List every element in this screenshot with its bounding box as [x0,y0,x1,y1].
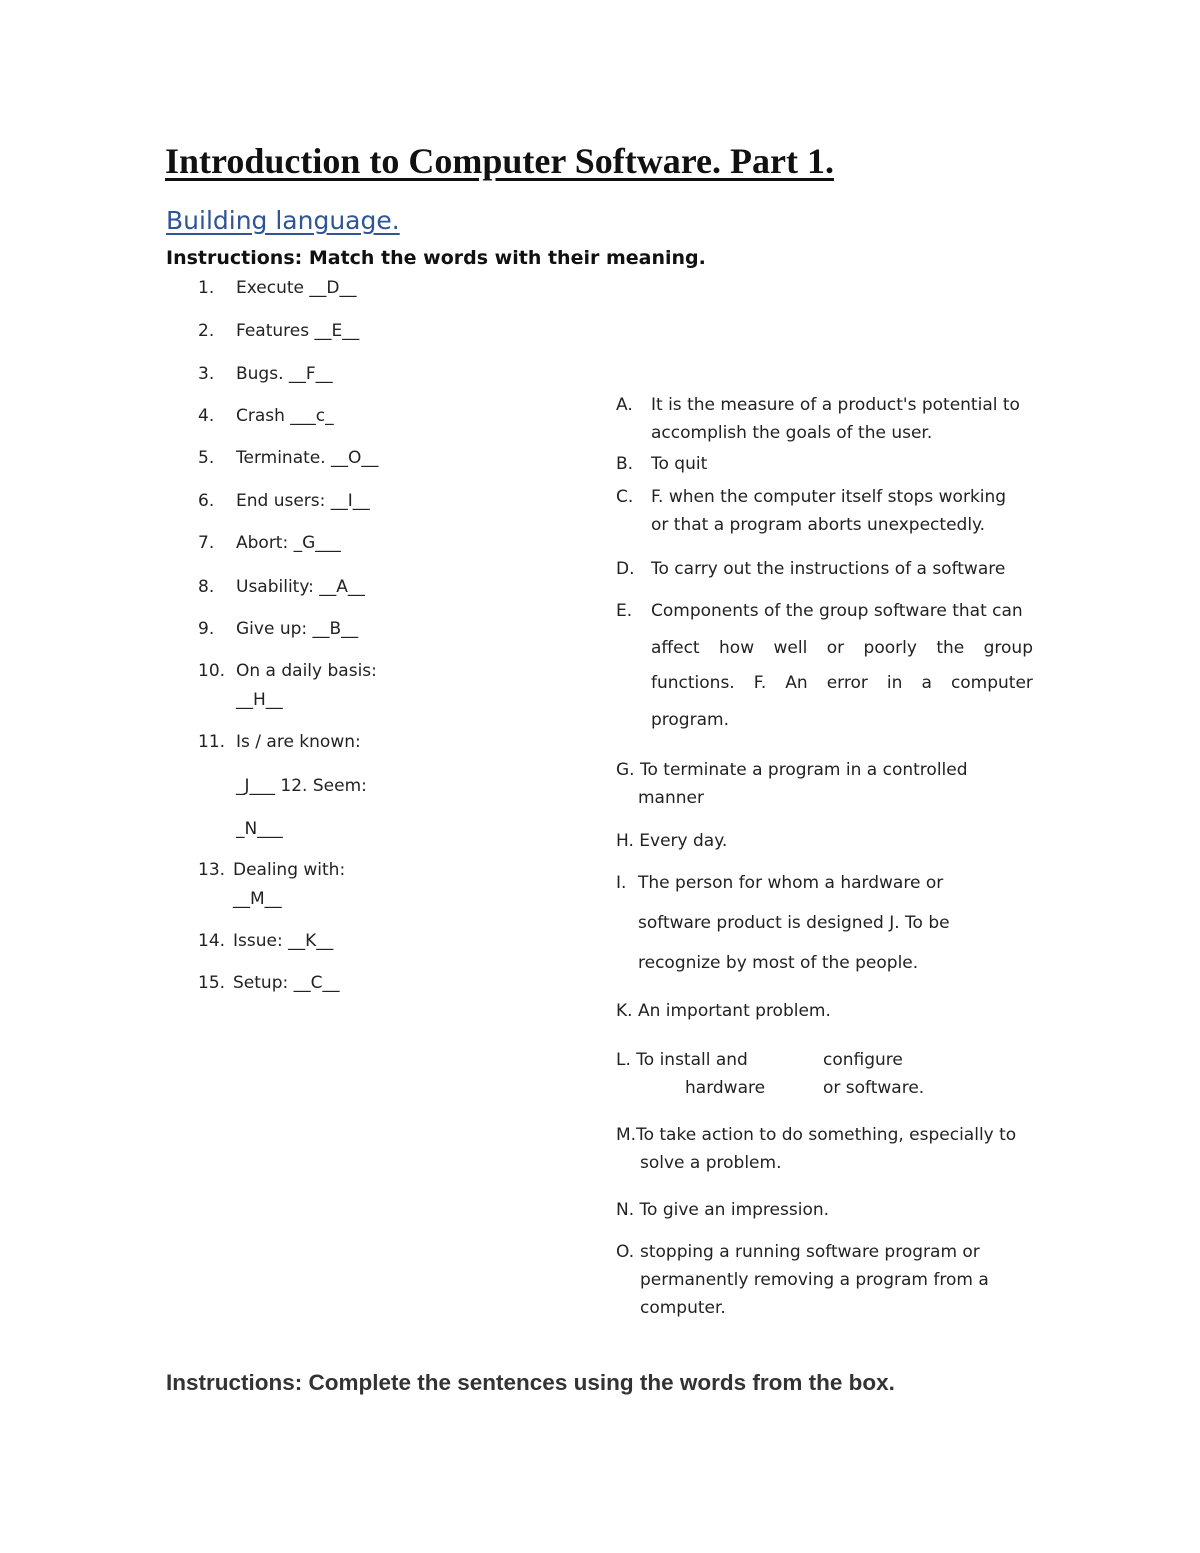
word: or [826,638,845,658]
definition-text: configure [823,1050,903,1070]
definition-text: K. An important problem. [616,1001,831,1021]
word-item: Setup: __C__ [233,973,340,993]
word: poorly [863,638,917,658]
definition-text: H. Every day. [616,831,728,851]
word-item: Dealing with: [233,860,346,880]
word-answer: __M__ [233,889,282,909]
definition-text: or software. [823,1078,925,1098]
definition-text: recognize by most of the people. [638,953,919,973]
word-answer: __H__ [236,690,283,710]
definition-label: I. [616,873,627,893]
word-number: 8. [198,577,215,597]
word: the [936,638,965,658]
page-title: Introduction to Computer Software. Part 1. [165,141,834,181]
definition-label: D. [616,559,635,579]
word: error [826,673,868,693]
word: well [773,638,808,658]
definition-text: It is the measure of a product's potential to [651,395,1020,415]
word-number: 7. [198,533,215,553]
definition-text: To carry out the instructions of a software [651,559,1006,579]
word-item: On a daily basis: [236,661,377,681]
definition-text: solve a problem. [640,1153,782,1173]
word: affect [651,638,700,658]
word: F. [753,673,767,693]
word-number: 11. [198,732,226,752]
definition-text: G. To terminate a program in a controlled [616,760,968,780]
definition-text: manner [638,788,704,808]
section-heading: Building language. [166,206,400,235]
definition-text: Components of the group software that can [651,601,1023,621]
word: computer [950,673,1033,693]
word-number: 14. [198,931,226,951]
definition-text: accomplish the goals of the user. [651,423,933,443]
word: group [983,638,1033,658]
complete-instructions: Instructions: Complete the sentences using the words from the box. [166,1370,895,1395]
word-number: 13. [198,860,226,880]
word-item: Crash ___c_ [236,406,334,426]
word-number: 3. [198,364,215,384]
word-number: 1. [198,278,215,298]
definition-text: The person for whom a hardware or [638,873,944,893]
word-item: Usability: __A__ [236,577,365,597]
word-number: 2. [198,321,215,341]
definition-text: software product is designed J. To be [638,913,950,933]
definition-label: C. [616,487,634,507]
word-item: Is / are known: [236,732,361,752]
definition-text: computer. [640,1298,726,1318]
word-item: Execute __D__ [236,278,357,298]
match-instructions: Instructions: Match the words with their meaning. [166,247,706,269]
definition-text: permanently removing a program from a [640,1270,989,1290]
definition-text: program. [651,710,729,730]
word-number: 5. [198,448,215,468]
definition-label: E. [616,601,633,621]
word-number: 15. [198,973,226,993]
word-item: Features __E__ [236,321,360,341]
definition-label: B. [616,454,634,474]
definition-text: F. when the computer itself stops working [651,487,1007,507]
word-number: 9. [198,619,215,639]
word: in [886,673,903,693]
definition-text: To quit [651,454,708,474]
word-item: Abort: _G___ [236,533,341,553]
definition-label: O. [616,1242,635,1262]
definition-text: N. To give an impression. [616,1200,830,1220]
word: a [921,673,932,693]
word: how [719,638,755,658]
word-answer: _J___ 12. Seem: [236,776,367,796]
definition-text: or that a program aborts unexpectedly. [651,515,986,535]
word-item: Terminate. __O__ [236,448,379,468]
word-number: 10. [198,661,226,681]
definition-text: L. To install and [616,1050,748,1070]
word: An [785,673,808,693]
definition-label: A. [616,395,633,415]
word-number: 4. [198,406,215,426]
word-item: Bugs. __F__ [236,364,333,384]
definition-text: M.To take action to do something, especially to [616,1125,1017,1145]
definition-text-justified [651,638,1033,658]
word-item: Issue: __K__ [233,931,334,951]
word-answer: _N___ [236,819,283,839]
word-item: End users: __I__ [236,491,370,511]
definition-text: stopping a running software program or [640,1242,980,1262]
definition-text-justified [651,673,1033,693]
word: functions. [651,673,735,693]
word-item: Give up: __B__ [236,619,359,639]
definition-text: hardware [685,1078,766,1098]
word-number: 6. [198,491,215,511]
